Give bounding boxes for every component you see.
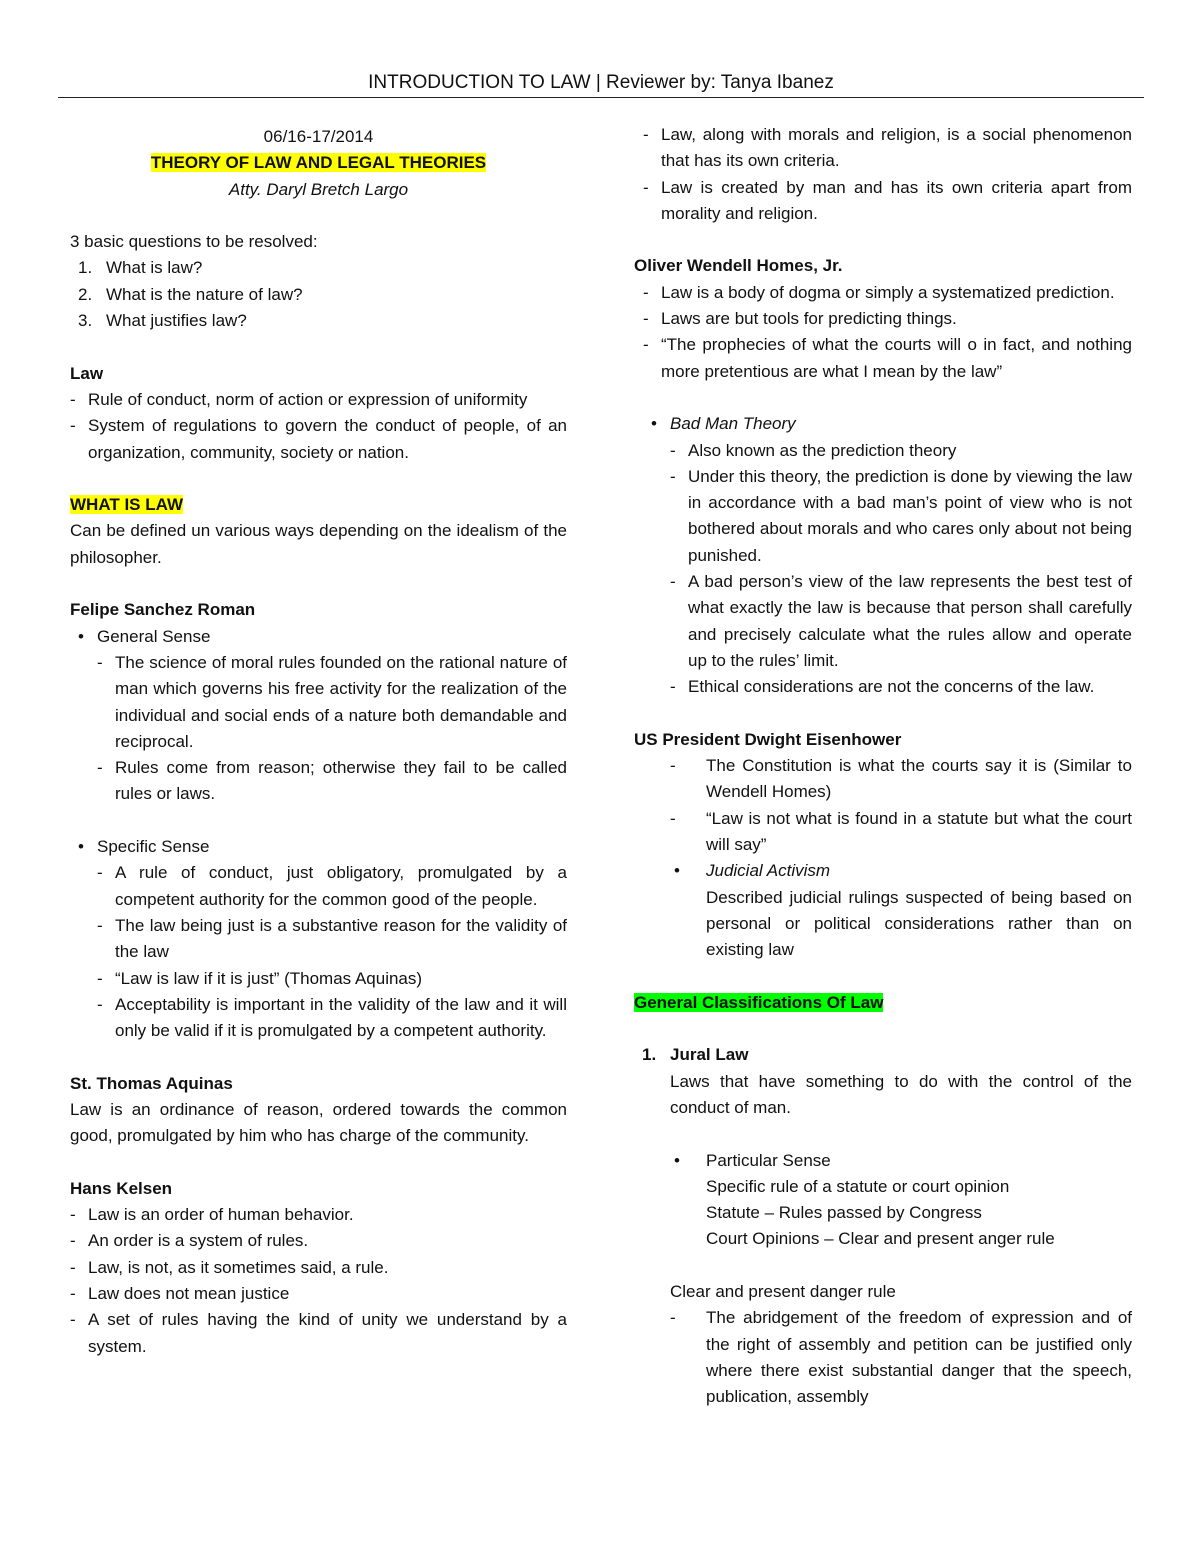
eisenhower-item: - The Constitution is what the courts say it is (Similar to Wendell Homes) xyxy=(670,756,1132,802)
general-sense-bullet: • General Sense xyxy=(78,626,211,646)
kelsen-continued-item: - Law, along with morals and religion, is a social phenomenon that has its own criteria. xyxy=(643,125,1132,171)
kelsen-item: - An order is a system of rules. xyxy=(70,1231,309,1251)
particular-line: Specific rule of a statute or court opinion xyxy=(706,1176,1010,1196)
question-text: What justifies law? xyxy=(106,311,247,331)
header-separator: | xyxy=(590,72,607,93)
specific-sense-item: - The law being just is a substantive reason for the validity of the law xyxy=(97,915,567,962)
lecture-title: THEORY OF LAW AND LEGAL THEORIES xyxy=(150,153,487,173)
lecture-title-line xyxy=(70,150,567,176)
kelsen-item: - A set of rules having the kind of unity we understand by a system. xyxy=(70,1310,567,1356)
particular-line: Court Opinions – Clear and present anger rule xyxy=(706,1229,1055,1249)
holmes-heading: Oliver Wendell Homes, Jr. xyxy=(634,256,843,276)
header-reviewer: Reviewer by: Tanya Ibanez xyxy=(606,72,834,93)
bad-man-item: - Ethical considerations are not the concerns of the law. xyxy=(670,677,1095,697)
clear-present-heading: Clear and present danger rule xyxy=(670,1282,896,1302)
what-is-law-heading-line xyxy=(70,492,567,518)
left-column xyxy=(70,124,567,1360)
question-text: What is the nature of law? xyxy=(106,284,303,304)
specific-sense-item: - Acceptability is important in the validity of the law and it will only be valid if it is promulgated by a competent authority. xyxy=(97,994,567,1041)
kelsen-item: - Law does not mean justice xyxy=(70,1284,290,1304)
question-item: 1. What is law? xyxy=(78,258,203,278)
jural-law-heading: Jural Law xyxy=(670,1045,749,1065)
eisenhower-heading: US President Dwight Eisenhower xyxy=(634,729,902,749)
kelsen-continued-item: - Law is created by man and has its own criteria apart from morality and religion. xyxy=(643,177,1132,223)
jural-law-item: 1. Jural Law xyxy=(642,1045,749,1065)
general-class-heading-line xyxy=(634,990,1132,1016)
what-is-law-heading: WHAT IS LAW xyxy=(70,495,183,515)
felipe-heading: Felipe Sanchez Roman xyxy=(70,600,256,620)
specific-sense-bullet: • Specific Sense xyxy=(78,837,210,857)
questions-intro: 3 basic questions to be resolved: xyxy=(70,232,318,252)
what-is-law-text: Can be defined un various ways depending on the idealism of the philosopher. xyxy=(70,521,567,567)
kelsen-item: - Law is an order of human behavior. xyxy=(70,1205,354,1225)
judicial-activism-bullet: • Judicial Activism xyxy=(674,861,831,881)
holmes-item: - Laws are but tools for predicting things. xyxy=(643,309,957,329)
aquinas-text: Law is an ordinance of reason, ordered towards the common good, promulgated by him who has charge of the community. xyxy=(70,1099,567,1146)
clear-present-item: - The abridgement of the freedom of expression and of the right of assembly and petition can be justified only where there exist substantial danger that the speech, publication, assembly xyxy=(670,1308,1132,1407)
general-sense-item: - The science of moral rules founded on the rational nature of man which governs his free activity for the realization of the individual and social ends of a nature both demandable and reciprocal. xyxy=(97,652,567,751)
question-text: What is law? xyxy=(106,258,203,278)
header-course: INTRODUCTION TO LAW xyxy=(368,72,591,93)
general-sense-item: - Rules come from reason; otherwise they fail to be called rules or laws. xyxy=(97,758,567,804)
kelsen-item: - Law, is not, as it sometimes said, a rule. xyxy=(70,1257,389,1277)
law-item: - Rule of conduct, norm of action or expression of uniformity xyxy=(70,389,528,409)
header-rule xyxy=(58,97,1144,98)
specific-sense-item: - A rule of conduct, just obligatory, promulgated by a competent authority for the common good of the people. xyxy=(97,863,567,909)
general-class-heading: General Classifications Of Law xyxy=(634,992,884,1012)
particular-sense-bullet: • Particular Sense xyxy=(674,1150,831,1170)
question-item: 3. What justifies law? xyxy=(78,311,247,331)
aquinas-heading: St. Thomas Aquinas xyxy=(70,1073,233,1093)
kelsen-heading: Hans Kelsen xyxy=(70,1178,173,1198)
law-heading: Law xyxy=(70,363,104,383)
bad-man-item: - A bad person’s view of the law represents the best test of what exactly the law is because that person shall carefully and precisely calculate what the rules allow and operate up to the rules’ limit. xyxy=(670,572,1132,670)
judicial-activism-text: Described judicial rulings suspected of being based on personal or political considerations rather than on existing law xyxy=(706,887,1132,960)
page-header xyxy=(58,70,1144,96)
jural-law-text: Laws that have something to do with the control of the conduct of man. xyxy=(670,1071,1132,1117)
right-column xyxy=(634,122,1132,1411)
lecturer-name: Atty. Daryl Bretch Largo xyxy=(228,179,409,199)
eisenhower-item: - “Law is not what is found in a statute but what the court will say” xyxy=(670,808,1132,855)
holmes-item: - “The prophecies of what the courts will o in fact, and nothing more pretentious are what I mean by the law” xyxy=(643,335,1132,381)
bad-man-bullet: • Bad Man Theory xyxy=(651,414,796,434)
question-item: 2. What is the nature of law? xyxy=(78,284,303,304)
holmes-item: - Law is a body of dogma or simply a systematized prediction. xyxy=(643,282,1115,302)
bad-man-item: - Also known as the prediction theory xyxy=(670,440,957,460)
specific-sense-item: - “Law is law if it is just” (Thomas Aquinas) xyxy=(97,968,423,988)
lecture-date: 06/16-17/2014 xyxy=(263,127,374,146)
law-item: - System of regulations to govern the conduct of people, of an organization, community, society or nation. xyxy=(70,416,567,462)
bad-man-item: - Under this theory, the prediction is done by viewing the law in accordance with a bad man’s point of view who is not bothered about morals and who cares only about not being punished. xyxy=(670,466,1132,565)
particular-line: Statute – Rules passed by Congress xyxy=(706,1203,982,1223)
